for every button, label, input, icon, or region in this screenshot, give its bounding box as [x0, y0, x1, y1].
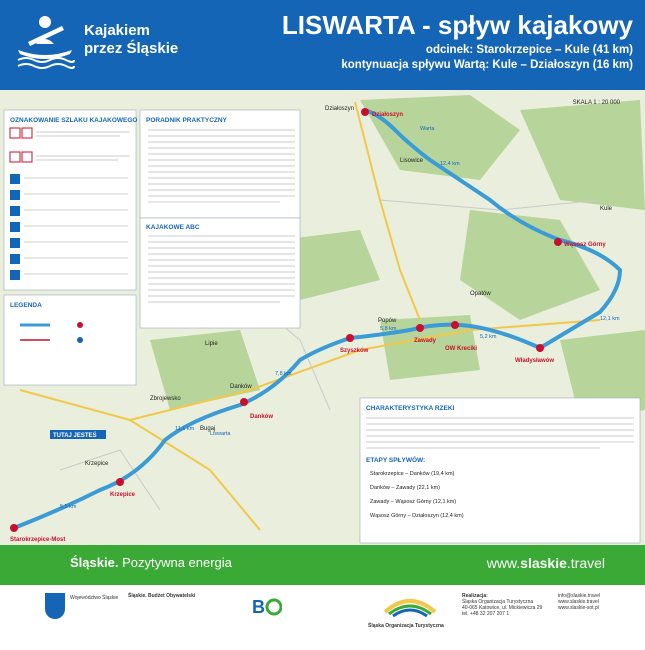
org-name: Śląska Organizacja Turystyczna — [368, 623, 444, 629]
stop-label-5: Szyszków — [340, 348, 369, 354]
svg-text:B: B — [252, 597, 265, 617]
sot-logo-icon — [375, 590, 445, 620]
distance-2: 5,2 km — [480, 334, 497, 340]
town-label-8: Danków — [230, 384, 252, 390]
website-post: .travel — [566, 555, 605, 571]
distance-4: 7,8 km — [275, 371, 292, 377]
stop-zawady — [416, 324, 424, 332]
distance-1: 12,1 km — [600, 316, 620, 322]
stages-title: ETAPY SPŁYWÓW: — [366, 457, 426, 464]
stage-0: Starokrzepice – Danków (19,4 km) — [370, 471, 455, 477]
town-label-3: Lipie — [205, 341, 218, 347]
kayak-icon — [14, 12, 76, 70]
website-bold: slaskie — [520, 555, 567, 571]
realization-title: Realizacja: — [462, 593, 488, 599]
trail-signs-title: OZNAKOWANIE SZLAKU KAJAKOWEGO — [10, 117, 138, 124]
town-label-5: Opatów — [470, 291, 491, 297]
brand-slogan — [70, 555, 232, 570]
kayak-logo — [14, 12, 214, 72]
stop-dzialoszyn — [361, 108, 369, 116]
abc-title: KAJAKOWE ABC — [146, 224, 200, 231]
stop-label-6: Danków — [250, 414, 274, 420]
footer — [0, 585, 645, 650]
website-pre: www. — [486, 555, 521, 571]
brand-name: Śląskie. — [70, 555, 119, 570]
stop-label-2: Władysławów — [515, 358, 555, 364]
subtitle-section: odcinek: Starokrzepice – Kule (41 km) — [425, 44, 633, 56]
voivodeship-name: Województwo Śląskie — [70, 595, 119, 601]
slogan-text: Pozytywna energia — [122, 555, 232, 570]
stop-krzepice — [116, 478, 124, 486]
realization-org: Śląska Organizacja Turystyczna — [462, 599, 534, 605]
town-label-2: Popów — [378, 318, 397, 324]
stop-label-1: Wąsosz Górny — [564, 242, 606, 248]
stop-szyszkow — [346, 334, 354, 342]
stop-label-0: Działoszyn — [372, 112, 404, 118]
subtitle-continuation: kontynuacja spływu Wartą: Kule – Działoszyn (16 km) — [341, 59, 633, 71]
logo-line1: Kajakiem — [84, 22, 150, 39]
stop-label-4: Zawady — [414, 338, 437, 344]
distance-5: 11,1 km — [175, 426, 195, 432]
distance-0: 12,4 km — [440, 161, 460, 167]
river-title: CHARAKTERYSTYKA RZEKI — [366, 405, 455, 412]
stop-label-3: OW Kreciki — [445, 346, 478, 352]
stage-1: Danków – Zawady (22,1 km) — [370, 485, 440, 491]
river-label-liswarta: Liswarta — [210, 431, 231, 437]
email[interactable]: info@slaskie.travel — [558, 593, 601, 599]
legend-title: LEGENDA — [10, 302, 42, 309]
page-title: LISWARTA - spływ kajakowy — [281, 10, 633, 40]
river-map — [0, 90, 645, 545]
stop-ow-kreciki — [451, 321, 459, 329]
distance-3: 5,8 km — [380, 326, 397, 332]
stop-wladyslawow — [536, 344, 544, 352]
logo-line2: przez Śląskie — [84, 40, 179, 57]
town-label-6: Kule — [600, 206, 613, 212]
town-label-4: Krzepice — [85, 461, 109, 467]
distance-6: 5,5 km — [60, 504, 77, 510]
phone: tel. +48 32 207 207 1 — [462, 611, 510, 617]
stop-starokrzepice — [10, 524, 18, 532]
stage-3: Wąsosz Górny – Działoszyn (12,4 km) — [370, 513, 464, 519]
stage-2: Zawady – Wąsosz Górny (12,1 km) — [370, 499, 457, 505]
website-link[interactable] — [487, 555, 605, 571]
stop-wasosz-gorny — [554, 238, 562, 246]
bo-logo-icon — [252, 593, 282, 621]
web-link-1[interactable]: www.slaskie.travel — [558, 599, 599, 605]
town-label-7: Bugaj — [200, 426, 216, 432]
practical-title: PORADNIK PRAKTYCZNY — [146, 117, 227, 124]
web-link-2[interactable]: www.slaskie-sot.pl — [558, 605, 599, 611]
town-label-1: Lisowice — [400, 158, 424, 164]
town-label-9: Zbrojewsko — [150, 396, 181, 402]
you-are-here-label: TUTAJ JESTEŚ — [53, 433, 97, 439]
river-label-warta: Warta — [420, 126, 435, 132]
budget-title: Śląskie. Budżet Obywatelski — [128, 593, 196, 599]
scale-label: SKALA 1 : 20 000 — [572, 100, 620, 106]
town-label-0: Działoszyn — [325, 106, 355, 112]
stop-label-7: Krzepice — [110, 492, 136, 498]
header-banner — [0, 0, 645, 90]
voivodeship-crest-icon — [45, 593, 65, 619]
stop-label-8: Starokrzepice-Most — [10, 537, 66, 543]
address: 40-065 Katowice, ul. Mickiewicza 29 — [462, 605, 543, 611]
kayak-abc-panel — [140, 218, 300, 328]
stop-dankow — [240, 398, 248, 406]
